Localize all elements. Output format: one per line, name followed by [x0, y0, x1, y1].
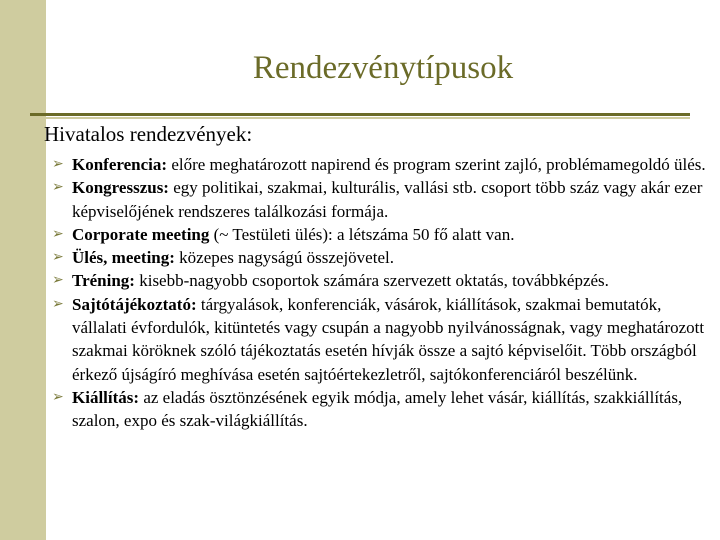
item-text: kisebb-nagyobb csoportok számára szervezett oktatás, továbbképzés.: [134, 271, 609, 291]
arrowhead-bullet-icon: ➢: [52, 179, 64, 196]
item-term: Sajtótájékoztató:: [72, 294, 197, 314]
item-term: Kiállítás:: [72, 387, 140, 407]
item-text: (~ Testületi ülés): a létszáma 50 fő alatt van.: [209, 224, 515, 244]
arrowhead-bullet-icon: ➢: [52, 388, 64, 405]
item-text: tárgyalások, konferenciák, vásárok, kiállítások, szakmai bemutatók, vállalati évfordulók, kitüntetés vagy csupán a nagyobb nyilvánosságnak, vagy meghatározott szakmai köröknek szóló tájékoztatás esetén hívják össze a sajtó képviselőit. Több országból érkező újságíró meghívása esetén sajtóértekezletről, sajtókonferenciáról beszélünk.: [72, 294, 705, 384]
arrowhead-bullet-icon: ➢: [52, 156, 64, 172]
item-text: közepes nagyságú összejövetel.: [174, 248, 394, 268]
arrowhead-bullet-icon: ➢: [52, 272, 64, 289]
arrowhead-bullet-icon: ➢: [52, 225, 64, 242]
list-item: [52, 153, 712, 176]
slide-title: Rendezvénytípusok: [252, 50, 514, 86]
item-term: Corporate meeting: [72, 224, 210, 244]
list-item: [52, 386, 712, 433]
title-divider: [30, 113, 690, 116]
item-text: egy politikai, szakmai, kulturális, vallási stb. csoport több száz vagy akár ezer képviselőjének rendszeres találkozási formája.: [72, 178, 703, 221]
item-text: előre meghatározott napirend és program szerint zajló, problémamegoldó ülés.: [167, 155, 706, 174]
title-divider-light: [30, 117, 690, 119]
item-term: Kongresszus:: [72, 178, 169, 198]
list-item: [52, 246, 712, 269]
item-text: az eladás ösztönzésének egyik módja, amely lehet vásár, kiállítás, szakkiállítás, szalon, expo és szak-világkiállítás.: [72, 387, 683, 431]
list-item: [52, 223, 712, 246]
arrowhead-bullet-icon: ➢: [52, 295, 64, 312]
arrowhead-bullet-icon: ➢: [52, 249, 64, 266]
section-heading: Hivatalos rendezvények:: [44, 122, 253, 146]
item-term: Ülés, meeting:: [72, 248, 175, 268]
item-term: Tréning:: [72, 271, 135, 291]
left-accent-bar: [0, 0, 46, 540]
event-type-list: [52, 153, 712, 433]
list-item: [52, 269, 712, 292]
item-term: Konferencia:: [72, 155, 168, 174]
list-item: [52, 176, 712, 223]
list-item: [52, 293, 712, 386]
